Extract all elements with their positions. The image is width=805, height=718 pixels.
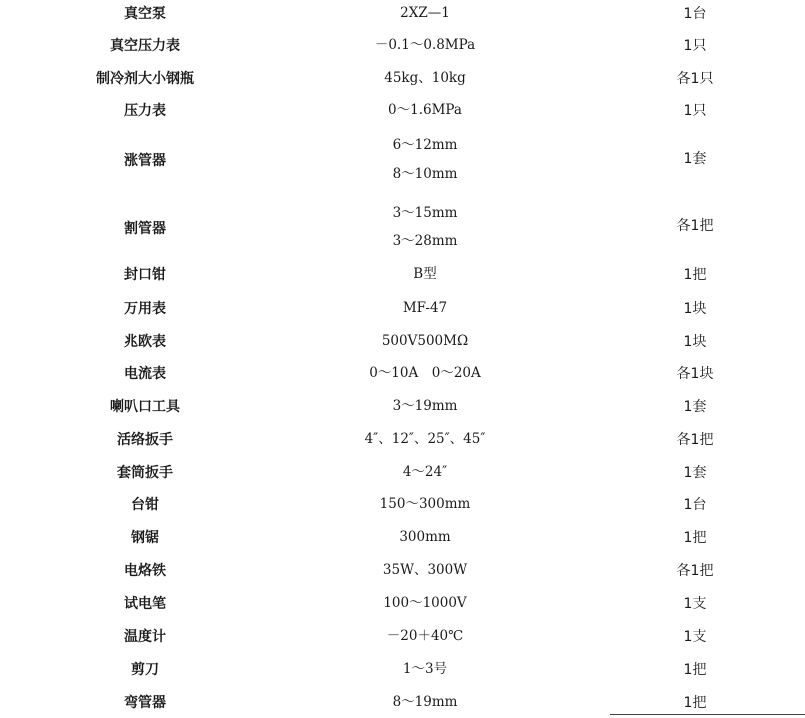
tool-qty: 1套 — [683, 399, 707, 415]
tool-qty: 各1只 — [676, 71, 714, 87]
tool-name: 电流表 — [124, 366, 166, 382]
tool-spec — [310, 400, 540, 414]
tool-qty: 1把 — [683, 530, 707, 546]
tool-qty: 1把 — [683, 267, 707, 283]
tool-qty: 1台 — [683, 497, 707, 513]
spec-line: 500V500MΩ — [381, 333, 469, 349]
tool-spec — [310, 696, 540, 710]
tool-name: 弯管器 — [124, 695, 166, 711]
spec-line: B型 — [413, 266, 437, 282]
tool-name: 电烙铁 — [124, 563, 166, 579]
tool-name: 试电笔 — [124, 596, 166, 612]
tool-name: 台钳 — [131, 497, 159, 513]
tool-spec — [310, 268, 540, 282]
tool-spec — [310, 302, 540, 316]
tool-spec — [310, 531, 540, 545]
spec-line: 150～300mm — [379, 496, 471, 512]
tool-qty: 1套 — [683, 465, 707, 481]
tool-name: 真空压力表 — [110, 38, 180, 54]
tool-qty: 1把 — [683, 695, 707, 711]
spec-line: －0.1～0.8MPa — [374, 37, 476, 53]
tool-qty: 各1块 — [676, 366, 714, 382]
spec-line: 4″、12″、25″、45″ — [364, 431, 486, 447]
tool-qty: 1块 — [683, 334, 707, 350]
spec-line: MF-47 — [402, 300, 448, 316]
tool-name: 套筒扳手 — [117, 465, 173, 481]
tool-spec — [310, 433, 540, 447]
spec-line: 8～10mm — [392, 165, 458, 182]
tool-spec — [310, 139, 540, 181]
spec-line: 1～3号 — [402, 661, 448, 677]
tool-spec — [310, 207, 540, 248]
spec-line: 3～19mm — [392, 398, 458, 414]
tool-name: 剪刀 — [131, 662, 159, 678]
tool-name: 钢锯 — [131, 530, 159, 546]
tool-spec — [310, 498, 540, 512]
spec-line: －20＋40℃ — [386, 628, 464, 644]
tool-spec — [310, 7, 540, 21]
tool-spec — [310, 466, 540, 480]
tool-qty: 1套 — [683, 151, 707, 167]
tool-qty: 1台 — [683, 6, 707, 22]
spec-line: 8～19mm — [392, 694, 458, 710]
spec-line: 4～24″ — [402, 464, 448, 480]
tool-qty: 各1把 — [676, 218, 714, 234]
tool-qty: 1把 — [683, 662, 707, 678]
tool-qty: 1支 — [683, 629, 707, 645]
tool-name: 活络扳手 — [117, 432, 173, 448]
tool-spec — [310, 367, 540, 381]
tool-name: 制冷剂大小钢瓶 — [96, 71, 194, 87]
tool-spec — [310, 39, 540, 53]
spec-line: 3～15mm — [392, 205, 458, 221]
tool-name: 封口钳 — [124, 267, 166, 283]
spec-line: 6～12mm — [392, 137, 458, 153]
table-bottom-rule — [610, 714, 805, 715]
tool-qty: 各1把 — [676, 563, 714, 579]
spec-line: 45kg、10kg — [384, 70, 466, 86]
tool-qty: 1块 — [683, 301, 707, 317]
spec-line: 0～10A 0～20A — [369, 365, 481, 381]
tool-name: 割管器 — [124, 221, 166, 237]
tool-spec — [310, 630, 540, 644]
spec-line: 100～1000V — [383, 595, 467, 611]
tool-spec — [310, 104, 540, 118]
spec-line: 0～1.6MPa — [388, 102, 462, 118]
tool-spec — [310, 72, 540, 86]
tool-spec — [310, 663, 540, 677]
tool-name: 温度计 — [124, 629, 166, 645]
tool-qty: 1只 — [683, 103, 707, 119]
tool-name: 兆欧表 — [124, 334, 166, 350]
tool-name: 涨管器 — [124, 153, 166, 169]
tool-name: 压力表 — [124, 103, 166, 119]
tool-spec — [310, 335, 540, 349]
tool-spec — [310, 597, 540, 611]
tool-name: 真空泵 — [124, 6, 166, 22]
spec-line: 35W、300W — [382, 562, 468, 578]
spec-line: 2XZ—1 — [400, 5, 450, 21]
spec-line: 300mm — [399, 529, 451, 545]
tool-name: 万用表 — [124, 301, 166, 317]
tool-qty: 各1把 — [676, 432, 714, 448]
tool-qty: 1只 — [683, 38, 707, 54]
spec-line: 3～28mm — [392, 232, 458, 249]
tool-spec — [310, 564, 540, 578]
tool-name: 喇叭口工具 — [110, 399, 180, 415]
tool-qty: 1支 — [683, 596, 707, 612]
